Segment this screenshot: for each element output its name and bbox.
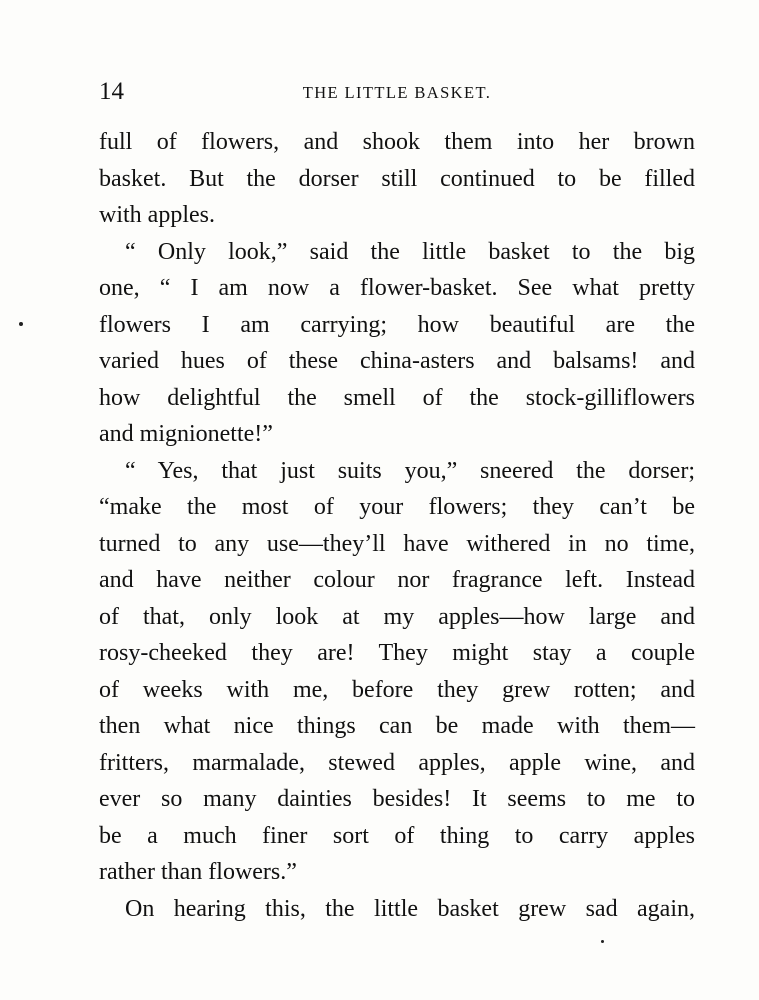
text-line: flowers I am carrying; how beautiful are the (99, 311, 695, 338)
text-line: “make the most of your flowers; they can’t be (99, 494, 695, 520)
text-line: of that, only look at my apples—how large and (99, 603, 695, 630)
text-line: with apples. (99, 202, 215, 228)
text-line: be a much finer sort of thing to carry apples (99, 822, 695, 849)
text-line: and have neither colour nor fragrance left. Instead (99, 567, 695, 593)
text-line: ever so many dainties besides! It seems to me to (99, 786, 695, 812)
body-text (99, 124, 695, 927)
text-line: “ Yes, that just suits you,” sneered the dorser; (125, 457, 695, 484)
text-line: fritters, marmalade, stewed apples, apple wine, and (99, 749, 695, 776)
text-line: one, “ I am now a flower-basket. See what pretty (99, 275, 695, 301)
text-line: of weeks with me, before they grew rotten; and (99, 676, 695, 703)
text-line: basket. But the dorser still continued to be filled (99, 165, 695, 192)
ink-speck (19, 322, 23, 326)
text-line: rosy-cheeked they are! They might stay a couple (99, 640, 695, 666)
text-line: turned to any use—they’ll have withered in no time, (99, 530, 695, 557)
running-title: THE LITTLE BASKET. (302, 83, 492, 102)
text-line: full of flowers, and shook them into her brown (99, 129, 695, 155)
text-line: rather than flowers.” (99, 859, 297, 885)
ink-speck (601, 940, 604, 943)
text-line: varied hues of these china-asters and balsams! and (99, 348, 695, 374)
text-line: and mignionette!” (99, 421, 273, 447)
page-number: 14 (99, 78, 124, 105)
text-line: then what nice things can be made with them— (99, 713, 695, 739)
text-line: how delightful the smell of the stock-gilliflowers (99, 384, 695, 411)
text-line: “ Only look,” said the little basket to the big (125, 238, 695, 265)
text-line: On hearing this, the little basket grew sad again, (125, 895, 695, 922)
page-header (99, 76, 695, 108)
